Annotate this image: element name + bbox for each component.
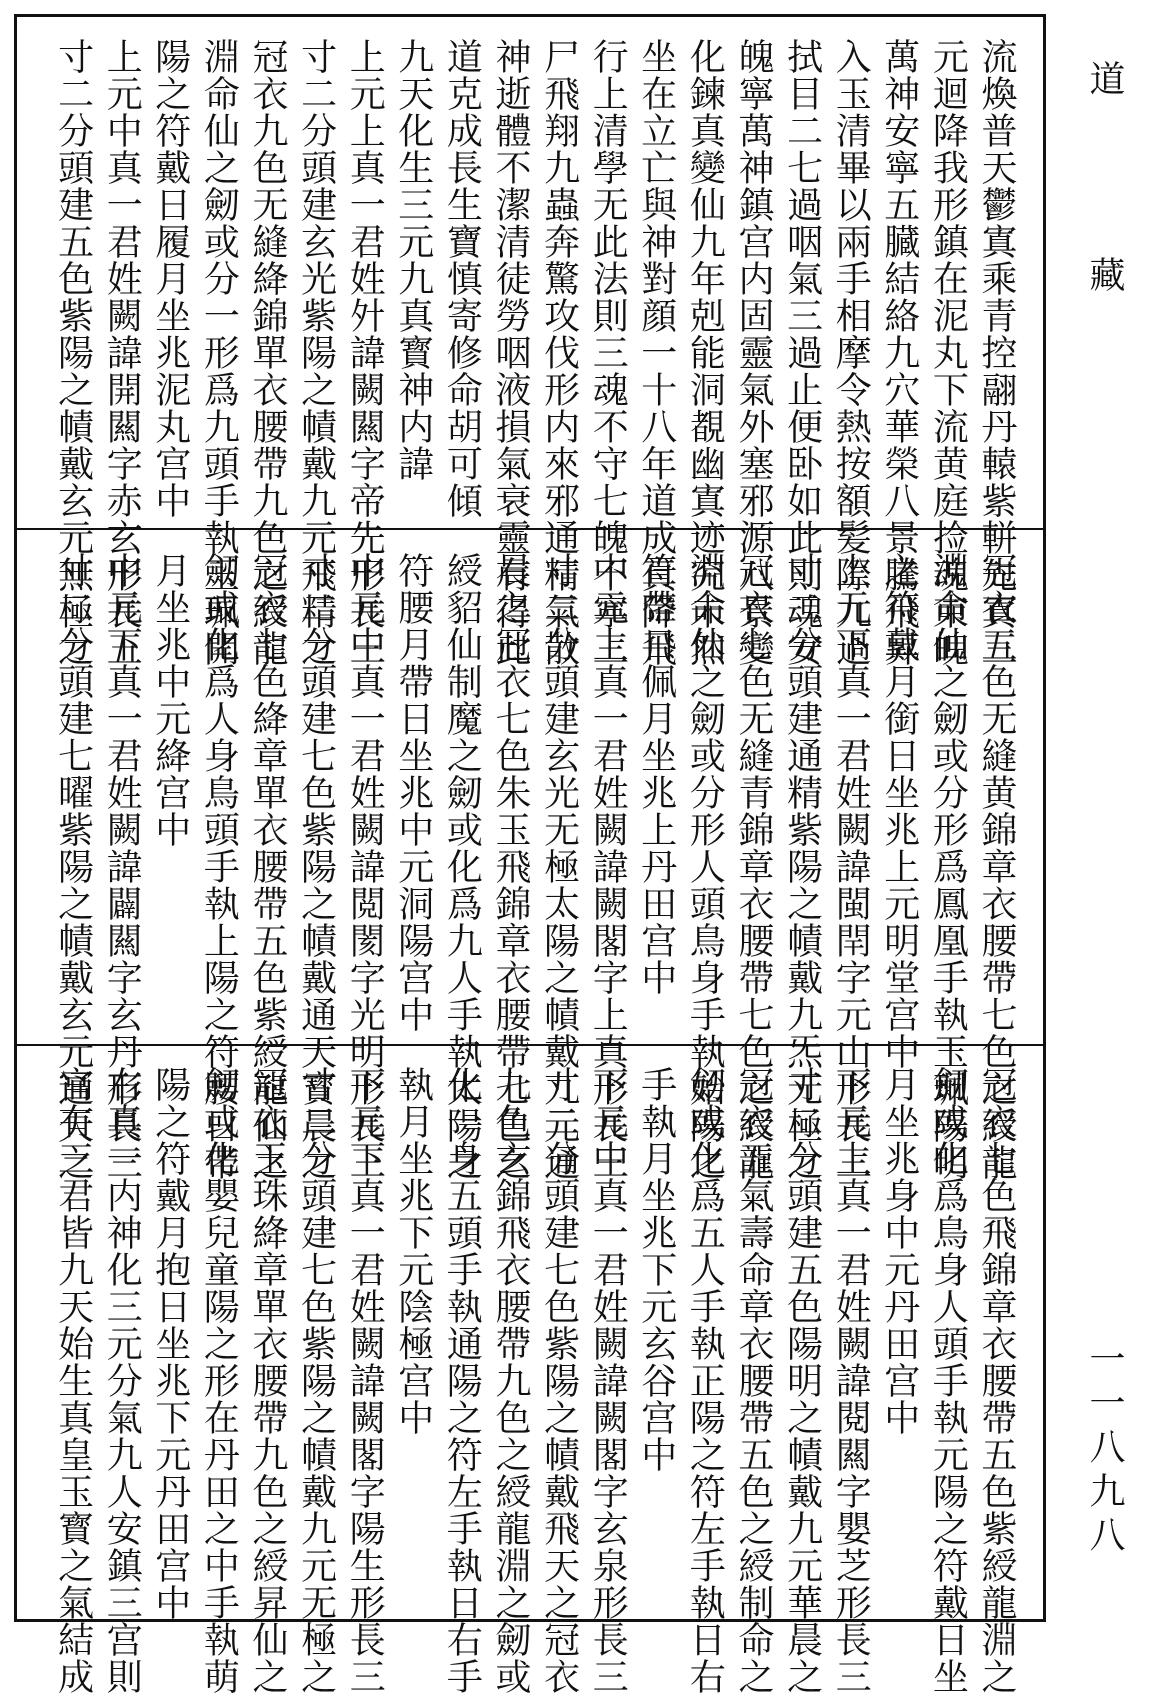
text-column: 九天化生三元九真寳神内諱 xyxy=(392,38,434,482)
text-column: 冠衣七色飛錦章衣腰帶五色紫綬龍淵之 xyxy=(976,1066,1017,1695)
text-panel-top xyxy=(40,38,1020,667)
text-column: 寸二分頭建七色紫陽之幘戴九元无極之 xyxy=(295,1066,337,1695)
text-column: 上元下真一君姓闕諱閩閈字元山形長三 xyxy=(830,552,872,1181)
text-column: 晨之冠衣七色朱玉飛錦章衣腰帶七色之 xyxy=(490,552,531,1181)
text-column: 冠衣九色无縫絳錦單衣腰帶九色之綬龍 xyxy=(247,38,288,667)
margin-collection-title: 道藏 xyxy=(1084,60,1125,452)
text-column: 下元中真一君姓闕諱闕閣字玄泉形長三 xyxy=(587,1066,629,1695)
text-column: 劒或化爲五人手執正陽之符左手執日右 xyxy=(684,1066,726,1695)
text-column: 寸二分頭建五色陽明之幘戴九元華晨之 xyxy=(781,1066,823,1695)
text-column: 冠衣玉珠絳章單衣腰帶九色之綬昇仙之 xyxy=(247,1066,288,1695)
text-column: 神逝體不潔清徒勞咽液損氣衰靈有得此 xyxy=(490,38,531,667)
text-column: 宫有三君皆九天始生真皇玉寳之氣結成 xyxy=(52,1066,94,1695)
text-column: 化一身五頭手執通陽之符左手執日右手 xyxy=(441,1066,483,1695)
text-column: 劒或化爲人身鳥頭手執上陽之符腰日帶 xyxy=(198,552,240,1181)
text-column: 尸飛翔九蟲奔驚攻伐形内來邪通精氣散 xyxy=(538,38,580,667)
text-column: 劒或化嬰兒童陽之形在丹田之中手執萌 xyxy=(198,1066,240,1695)
text-column: 中元中真一君姓闕諱閲閡字光明形長三 xyxy=(344,552,386,1181)
text-column: 冠衣五色无縫黄錦章衣腰帶七色之綬龍 xyxy=(976,552,1017,1181)
text-column: 化鍊真變仙九年剋能洞覩幽寘迹究未然 xyxy=(684,38,726,667)
text-column: 九色玄錦飛衣腰帶九色之綬龍淵之劒或 xyxy=(490,1066,531,1695)
text-column: 萬神安寧五臓結絡九穴華榮八景騰飛昇 xyxy=(878,38,920,667)
text-column: 劒或化爲鳥身人頭手執元陽之符戴日坐 xyxy=(927,1066,969,1695)
text-column: 寸二分頭建七曜紫陽之幘戴玄元通天之 xyxy=(52,552,94,1181)
text-column: 魄寧萬神鎮宫内固靈氣外塞邪源八景變 xyxy=(733,38,774,667)
text-column: 中元下真一君姓闕諱闢闗字玄丹形長三 xyxy=(101,552,143,1181)
text-column: 右真一内神化三元分氣九人安鎮三宫則 xyxy=(101,1066,143,1695)
text-column: 坐在立亡與神對顔一十八年道成真降飛 xyxy=(635,38,677,667)
text-panel-bottom xyxy=(40,1066,1020,1695)
text-column: 下元下真一君姓闕諱闕閣字陽生形長三 xyxy=(344,1066,386,1695)
text-column: 寸二分頭建玄光紫陽之幘戴九元飛精之 xyxy=(295,38,337,667)
text-column: 陽之符戴日履月坐兆泥丸宫中 xyxy=(149,38,191,519)
text-column: 元迴降我形鎮在泥丸下流黄庭捡魂束魄 xyxy=(927,38,969,667)
text-column: 冠衣七色无縫青錦章衣腰帶七色之綬龍 xyxy=(733,552,774,1181)
text-column: 寸二分頭建玄光无極太陽之幘戴九元通 xyxy=(538,552,580,1181)
text-column: 淵命仙之劒或分形爲鳳凰手執玉珮陽明 xyxy=(927,552,969,1181)
text-column: 執月坐兆下元陰極宫中 xyxy=(392,1066,434,1436)
text-column: 寸二分頭建七色紫陽之幘戴通天寳晨之 xyxy=(295,552,337,1181)
text-column: 行上清學无此法則三魂不守七魄不寧三 xyxy=(587,38,629,667)
text-column: 寸二分頭建五色紫陽之幘戴玄元無極之 xyxy=(52,38,94,667)
text-column: 手執月坐兆下元玄谷宫中 xyxy=(635,1066,677,1473)
text-column: 道克成長生寶慎寄修命胡可傾 xyxy=(441,38,483,519)
text-column: 冠衣七色絳章單衣腰帶五色紫綬龍仙之 xyxy=(247,552,288,1181)
text-column: 中元上真一君姓闕諱闕閣字上真形長三 xyxy=(587,552,629,1181)
text-column: 淵命仙之劒或分一形爲九頭手執玉珮開 xyxy=(198,38,240,667)
text-column: 拭目二七過咽氣三過止便卧如此則魂安 xyxy=(781,38,823,667)
text-column: 冠衣五氣壽命章衣腰帶五色之綬制命之 xyxy=(733,1066,774,1695)
margin-page-number: 一一八九八 xyxy=(1084,1340,1125,1560)
text-column: 之符戴月銜日坐兆上元明堂宫中 xyxy=(878,552,920,1070)
text-column: 淵命仙之劒或分形人頭鳥身手執始陽之 xyxy=(684,552,726,1181)
text-column: 入玉清畢以兩手相摩令熱按額髪際九過 xyxy=(830,38,872,667)
text-column: 上元中真一君姓闕諱開闗字赤玄形長五 xyxy=(101,38,143,667)
text-column: 陽之符戴月抱日坐兆下元丹田宫中 xyxy=(149,1066,191,1621)
text-column: 月坐兆中元絳宫中 xyxy=(149,552,191,848)
text-column: 符帶日佩月坐兆上丹田宫中 xyxy=(635,552,677,996)
text-panel-middle xyxy=(40,552,1020,1181)
text-column: 月坐兆身中元丹田宫中 xyxy=(878,1066,920,1436)
text-column: 流煥普天鬱寘乘青控翮丹轅紫軿先寘三 xyxy=(976,38,1017,667)
text-column: 上元上真一君姓㚈諱闕闗字帝先形長三 xyxy=(344,38,386,667)
text-column: 寸二分頭建通精紫陽之幘戴九炁无極之 xyxy=(781,552,823,1181)
text-column: 綬貂仙制魔之劒或化爲九人手執太陽之 xyxy=(441,552,483,1181)
text-column: 寸二分頭建七色紫陽之幘戴飛天之冠衣 xyxy=(538,1066,580,1695)
text-column: 下元上真一君姓闕諱閱闗字嬰芝形長三 xyxy=(830,1066,872,1695)
text-column: 符腰月帶日坐兆中元洞陽宫中 xyxy=(392,552,434,1033)
